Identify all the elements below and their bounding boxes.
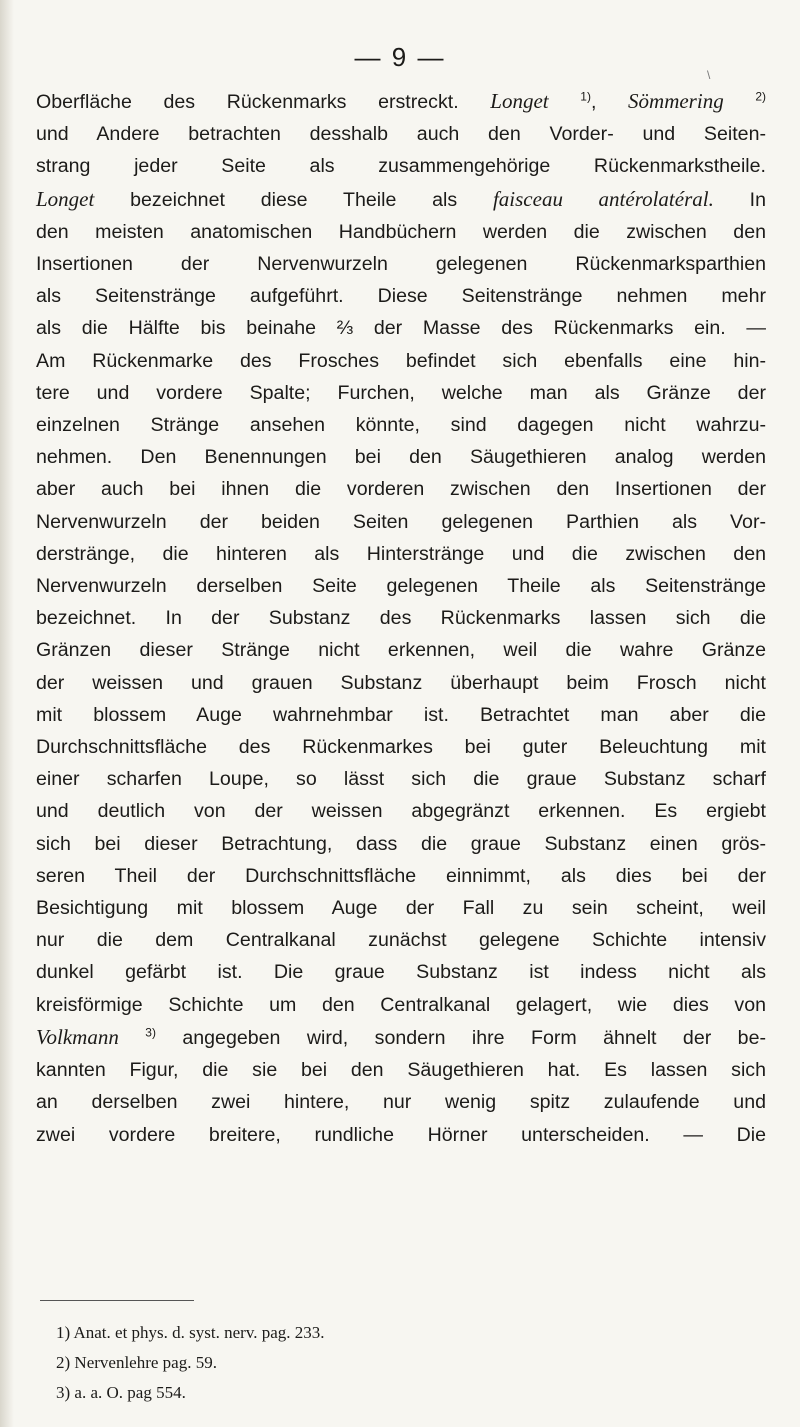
text-line: als die Hälfte bis beinahe ⅔ der Masse des Rückenmarks ein. — xyxy=(36,317,766,340)
text-line: kreisförmige Schichte um den Centralkanal gelagert, wie dies von xyxy=(36,993,766,1016)
text-line: als Seitenstränge aufgeführt. Diese Seitenstränge nehmen mehr xyxy=(36,285,766,308)
italic-name: Longet xyxy=(490,89,549,113)
footnote-ref: 1) xyxy=(580,89,591,104)
text-line: und Andere betrachten desshalb auch den Vorder- und Seiten- xyxy=(36,123,766,146)
footnotes xyxy=(56,1318,656,1408)
text-line: Besichtigung mit blossem Auge der Fall zu sein scheint, weil xyxy=(36,897,766,920)
footnote-item: 2) Nervenlehre pag. 59. xyxy=(56,1353,217,1372)
text-line: Longet bezeichnet diese Theile als faisceau antérolatéral. In xyxy=(36,186,766,211)
italic-name: Sömmering xyxy=(628,89,724,113)
text-line: der weissen und grauen Substanz überhaupt beim Frosch nicht xyxy=(36,671,766,694)
text-line: dunkel gefärbt ist. Die graue Substanz ist indess nicht als xyxy=(36,961,766,984)
text-line: zwei vordere breitere, rundliche Hörner unterscheiden. — Die xyxy=(36,1123,766,1146)
text-line: und deutlich von der weissen abgegränzt erkennen. Es ergiebt xyxy=(36,800,766,823)
footnote-divider xyxy=(40,1300,194,1301)
text-line: Nervenwurzeln derselben Seite gelegenen Theile als Seitenstränge xyxy=(36,575,766,598)
text-line: Gränzen dieser Stränge nicht erkennen, weil die wahre Gränze xyxy=(36,639,766,662)
text-line: tere und vordere Spalte; Furchen, welche man als Gränze der xyxy=(36,381,766,404)
text-line: Am Rückenmarke des Frosches befindet sich ebenfalls eine hin- xyxy=(36,349,766,372)
footnote-ref: 3) xyxy=(145,1025,156,1040)
text-line: Oberfläche des Rückenmarks erstreckt. Longet $^{1)}$, Sömmering $^{2)}$ xyxy=(36,89,767,113)
text-line: strang jeder Seite als zusammengehörige Rückenmarkstheile. xyxy=(36,155,766,178)
footnote-item: 1) Anat. et phys. d. syst. nerv. pag. 233. xyxy=(56,1323,325,1342)
italic-name: faisceau antérolatéral. xyxy=(492,186,714,211)
page-edge-shadow xyxy=(0,0,14,1427)
footnote-ref: 2) xyxy=(755,89,767,104)
text-line: Volkmann $^{3)}$ angegeben wird, sondern ihre Form ähnelt der be- xyxy=(36,1024,766,1049)
text-line: den meisten anatomischen Handbüchern werden die zwischen den xyxy=(36,220,766,243)
text-line: Insertionen der Nervenwurzeln gelegenen Rückenmarksparthien xyxy=(36,253,766,276)
text-line: mit blossem Auge wahrnehmbar ist. Betrachtet man aber die xyxy=(36,703,766,726)
text-line: bezeichnet. In der Substanz des Rückenmarks lassen sich die xyxy=(36,607,766,630)
text-line: nehmen. Den Benennungen bei den Säugethieren analog werden xyxy=(36,446,766,469)
text-line: einzelnen Stränge ansehen könnte, sind dagegen nicht wahrzu- xyxy=(36,414,766,437)
text-line: nur die dem Centralkanal zunächst gelegene Schichte intensiv xyxy=(36,929,766,952)
page-number: — 9 — xyxy=(354,42,446,72)
text-line: aber auch bei ihnen die vorderen zwischen den Insertionen der xyxy=(36,478,766,501)
corner-mark: \ xyxy=(707,68,711,82)
body-text xyxy=(36,85,766,1151)
italic-name: Longet xyxy=(36,186,95,211)
text-line: kannten Figur, die sie bei den Säugethieren hat. Es lassen sich xyxy=(36,1059,766,1082)
text-line: Nervenwurzeln der beiden Seiten gelegenen Parthien als Vor- xyxy=(36,510,766,533)
footnote-item: 3) a. a. O. pag 554. xyxy=(56,1383,186,1402)
text-line: sich bei dieser Betrachtung, dass die graue Substanz einen grös- xyxy=(36,832,766,855)
text-line: derstränge, die hinteren als Hinterstränge und die zwischen den xyxy=(36,542,766,565)
italic-name: Volkmann xyxy=(36,1024,119,1049)
text-line: an derselben zwei hintere, nur wenig spitz zulaufende und xyxy=(36,1091,766,1114)
text-line: seren Theil der Durchschnittsfläche einnimmt, als dies bei der xyxy=(36,864,766,887)
text-line: Durchschnittsfläche des Rückenmarkes bei guter Beleuchtung mit xyxy=(36,736,766,759)
text-line: einer scharfen Loupe, so lässt sich die graue Substanz scharf xyxy=(36,768,766,791)
